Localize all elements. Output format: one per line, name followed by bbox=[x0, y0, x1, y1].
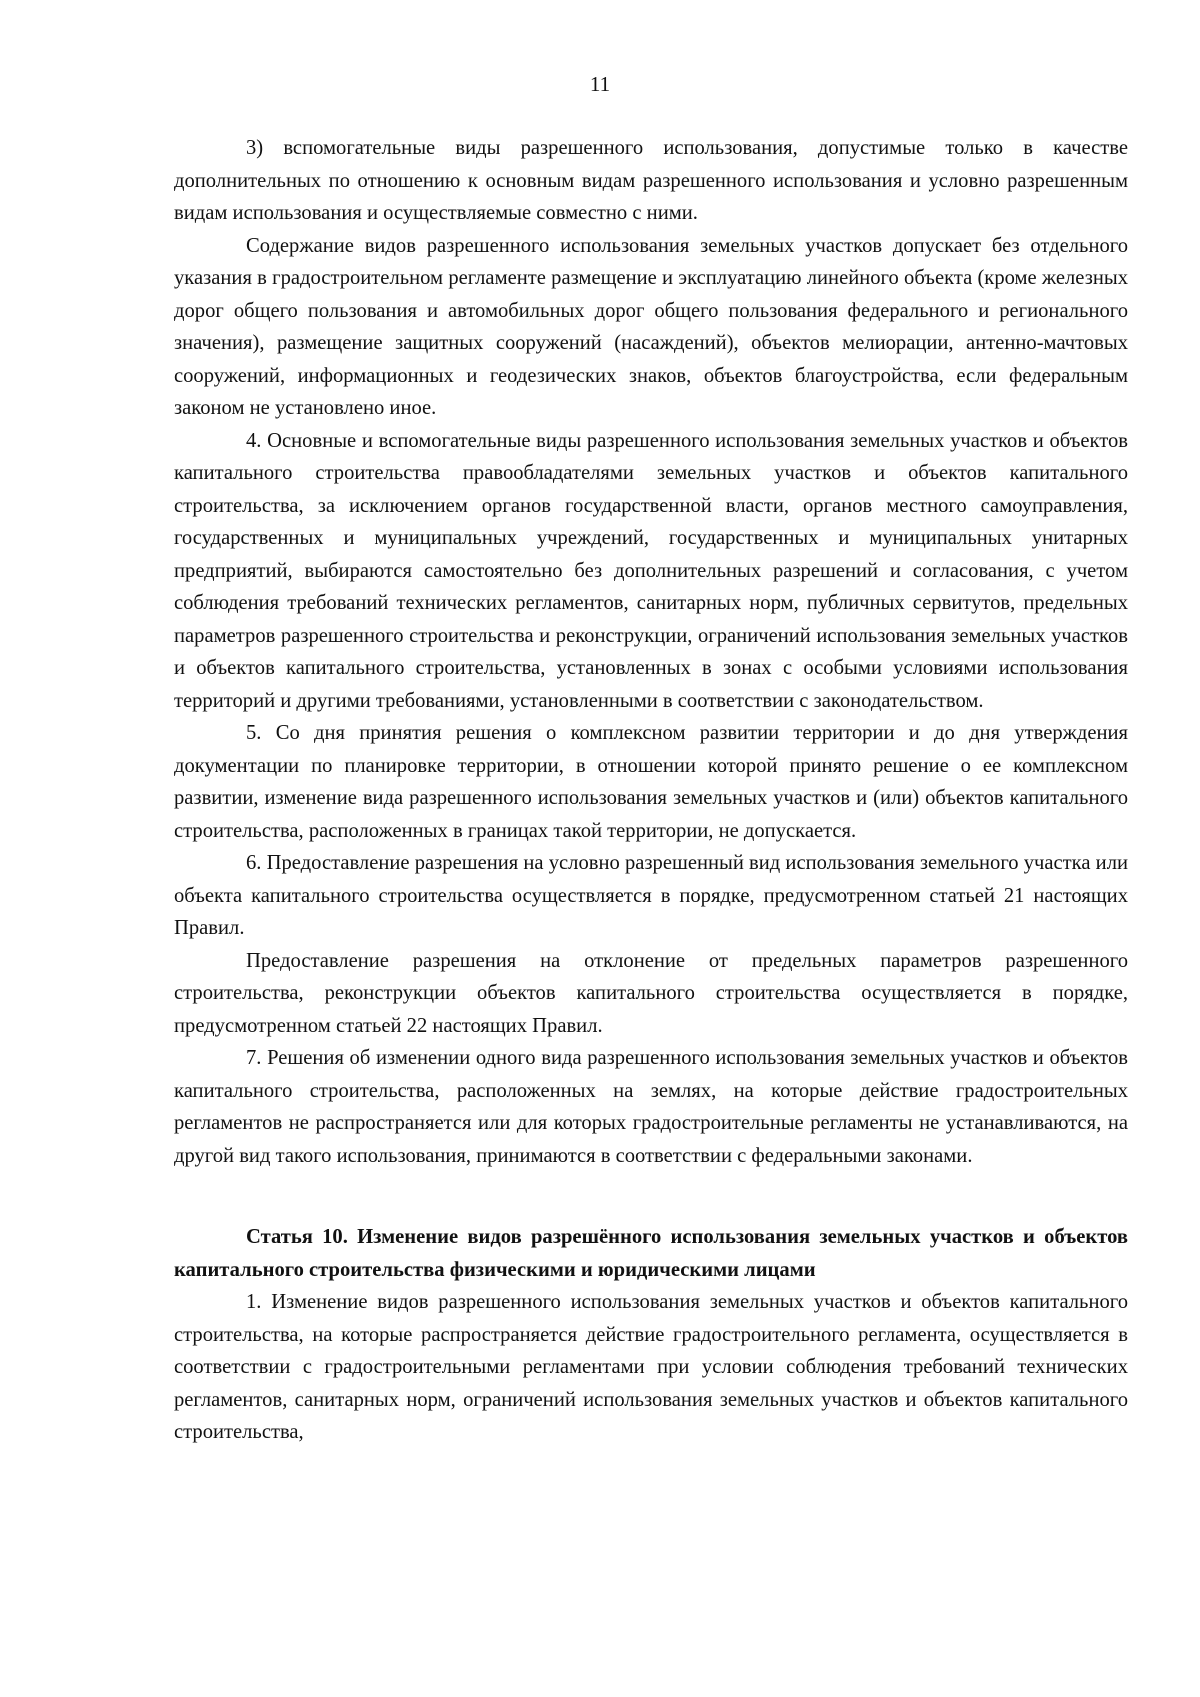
page-number: 11 bbox=[589, 72, 611, 96]
paragraph-article-10-item-1: 1. Изменение видов разрешенного использования земельных участков и объектов капитального строительства, на которые распространяется действие градостроительного регламента, осуществляется в соответствии с градостроительными регламентами при условии соблюдения требований технических регламентов, санитарных норм, ограничений использования земельных участков и объектов капитального строительства, bbox=[174, 1291, 1128, 1443]
paragraph-linear-objects: Содержание видов разрешенного использования земельных участков допускает без отдельного указания в градостроительном регламенте размещение и эксплуатацию линейного объекта (кроме железных дорог общего пользования и автомобильных дорог общего пользования федерального и регионального значения), размещение защитных сооружений (насаждений), объектов мелиорации, антенно-мачтовых сооружений, информационных и геодезических знаков, объектов благоустройства, если федеральным законом не установлено иное. bbox=[174, 234, 1128, 419]
paragraph-item-5: 5. Со дня принятия решения о комплексном развитии территории и до дня утверждения документации по планировке территории, в отношении которой принято решение о ее комплексном развитии, изменение вида разрешенного использования земельных участков и (или) объектов капитального строительства, расположенных в границах такой территории, не допускается. bbox=[174, 722, 1128, 842]
paragraph-item-6: 6. Предоставление разрешения на условно разрешенный вид использования земельного участка или объекта капитального строительства осуществляется в порядке, предусмотренном статьей 21 настоящих Правил. bbox=[174, 852, 1128, 939]
paragraph-item-7: 7. Решения об изменении одного вида разрешенного использования земельных участков и объектов капитального строительства, расположенных на землях, на которые действие градостроительных регламентов не распространяется или для которых градостроительные регламенты не устанавливаются, на другой вид такого использования, принимаются в соответствии с федеральными законами. bbox=[174, 1047, 1128, 1167]
document-body bbox=[174, 132, 1128, 1449]
paragraph-item-4: 4. Основные и вспомогательные виды разрешенного использования земельных участков и объектов капитального строительства правообладателями земельных участков и объектов капитального строительства, за исключением органов государственной власти, органов местного самоуправления, государственных и муниципальных учреждений, государственных и муниципальных унитарных предприятий, выбираются самостоятельно без дополнительных разрешений и согласования, с учетом соблюдения требований технических регламентов, санитарных норм, публичных сервитутов, предельных параметров разрешенного строительства и реконструкции, ограничений использования земельных участков и объектов капитального строительства, установленных в зонах с особыми условиями использования территорий и другими требованиями, установленными в соответствии с законодательством. bbox=[174, 429, 1128, 712]
paragraph-item-3-auxiliary-uses: 3) вспомогательные виды разрешенного использования, допустимые только в качестве дополнительных по отношению к основным видам разрешенного использования и условно разрешенным видам использования и осуществляемые совместно с ними. bbox=[174, 137, 1128, 224]
paragraph-deviation-permit: Предоставление разрешения на отклонение от предельных параметров разрешенного строительства, реконструкции объектов капитального строительства осуществляется в порядке, предусмотренном статьей 22 настоящих Правил. bbox=[174, 949, 1128, 1037]
article-10-heading: Статья 10. Изменение видов разрешённого использования земельных участков и объектов капитального строительства физическими и юридическими лицами bbox=[174, 1226, 1128, 1281]
